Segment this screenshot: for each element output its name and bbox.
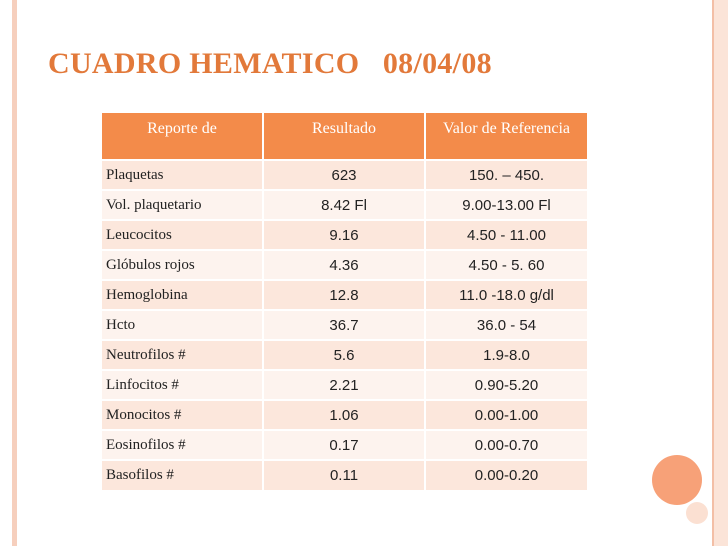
table-row <box>102 280 587 310</box>
cell-result: 5.6 <box>263 340 425 370</box>
cell-parameter: Hcto <box>102 310 263 340</box>
cell-reference: 11.0 -18.0 g/dl <box>425 280 587 310</box>
cell-result: 1.06 <box>263 400 425 430</box>
cell-parameter: Hemoglobina <box>102 280 263 310</box>
cell-reference: 9.00-13.00 Fl <box>425 190 587 220</box>
table-row <box>102 220 587 250</box>
cell-parameter: Glóbulos rojos <box>102 250 263 280</box>
cell-result: 36.7 <box>263 310 425 340</box>
header-reference: Valor de Referencia <box>425 113 587 160</box>
table-row <box>102 160 587 190</box>
table-row <box>102 340 587 370</box>
hematology-table <box>102 113 587 490</box>
cell-parameter: Plaquetas <box>102 160 263 190</box>
table-row <box>102 430 587 460</box>
cell-parameter: Linfocitos # <box>102 370 263 400</box>
table-body <box>102 160 587 490</box>
cell-result: 623 <box>263 160 425 190</box>
cell-parameter: Vol. plaquetario <box>102 190 263 220</box>
slide-title: CUADRO HEMATICO 08/04/08 <box>48 47 492 80</box>
table-row <box>102 190 587 220</box>
cell-reference: 0.00-0.70 <box>425 430 587 460</box>
cell-reference: 150. – 450. <box>425 160 587 190</box>
right-border-stripe <box>714 0 728 546</box>
cell-parameter: Monocitos # <box>102 400 263 430</box>
table-header-row <box>102 113 587 160</box>
table-row <box>102 310 587 340</box>
cell-reference: 36.0 - 54 <box>425 310 587 340</box>
cell-result: 2.21 <box>263 370 425 400</box>
cell-parameter: Leucocitos <box>102 220 263 250</box>
cell-reference: 0.00-0.20 <box>425 460 587 490</box>
decorative-circle-small <box>686 502 708 524</box>
cell-result: 9.16 <box>263 220 425 250</box>
table-row <box>102 400 587 430</box>
left-border-stripe <box>12 0 17 546</box>
cell-parameter: Eosinofilos # <box>102 430 263 460</box>
header-report: Reporte de <box>102 113 263 160</box>
cell-reference: 1.9-8.0 <box>425 340 587 370</box>
cell-result: 0.17 <box>263 430 425 460</box>
table-row <box>102 460 587 490</box>
cell-parameter: Neutrofilos # <box>102 340 263 370</box>
cell-result: 0.11 <box>263 460 425 490</box>
cell-reference: 4.50 - 5. 60 <box>425 250 587 280</box>
cell-result: 4.36 <box>263 250 425 280</box>
cell-reference: 4.50 - 11.00 <box>425 220 587 250</box>
header-result: Resultado <box>263 113 425 160</box>
decorative-circle-large <box>652 455 702 505</box>
cell-parameter: Basofilos # <box>102 460 263 490</box>
cell-result: 12.8 <box>263 280 425 310</box>
cell-reference: 0.00-1.00 <box>425 400 587 430</box>
table-row <box>102 370 587 400</box>
cell-result: 8.42 Fl <box>263 190 425 220</box>
cell-reference: 0.90-5.20 <box>425 370 587 400</box>
table-row <box>102 250 587 280</box>
